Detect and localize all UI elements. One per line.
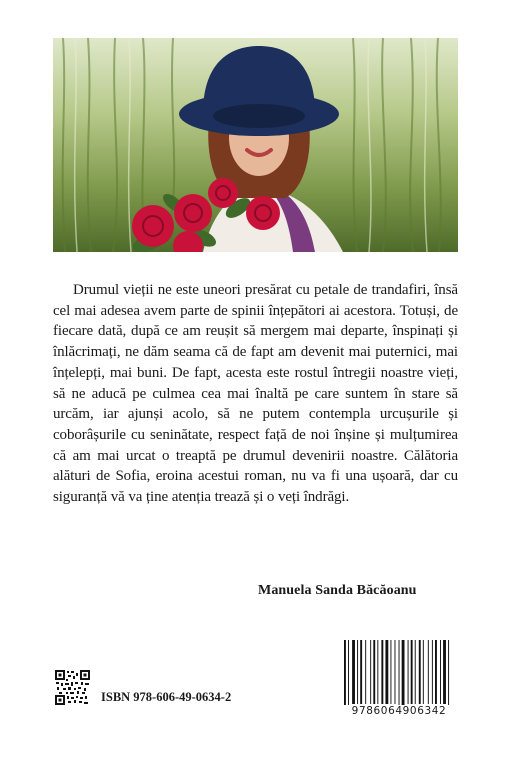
barcode-bar (443, 640, 446, 704)
barcode-bar (423, 640, 424, 704)
barcode-bar (432, 640, 433, 704)
barcode-bar (419, 640, 421, 704)
barcode-bar (365, 640, 366, 704)
author-name: Manuela Sanda Băcăoanu (258, 583, 417, 598)
barcode-bar (370, 640, 371, 704)
barcode-bar (408, 640, 409, 704)
barcode-bar (399, 640, 400, 714)
barcode-bar (440, 640, 441, 704)
barcode-number: 9786064906342 (340, 705, 458, 717)
barcode-bar (390, 640, 391, 704)
barcode-bar (415, 640, 416, 704)
barcode-bar (352, 640, 355, 704)
barcode-bar (360, 640, 362, 704)
author-photo-illustration (53, 38, 458, 252)
back-cover-blurb: Drumul vieții ne este uneori presărat cu petale de trandafiri, însă cel mai adesea avem parte de spinii înțepători ai acestora. Totuși, de fiecare dată, după ce am reușit să mergem mai departe, înspinați și înlăcrimați, ne dăm seama că de fapt am devenit mai puternici, mai înțelepți, mai buni. De fapt, acesta este rostul întregii noastre vieți, să ne aducă pe culmea cea mai înaltă pe care suntem în stare să urcăm, iar ajunși acolo, să ne putem contempla urcușurile și coborâșurile cu seninătate, respect față de noi înșine și mulțumirea că am mai urcat o treaptă pe drumul devenirii noastre. Călătoria alături de Sofia, eroina acestui roman, nu va fi una ușoară, dar cu siguranță vă va ține atenția trează și o veți îndrăgi. (53, 282, 458, 506)
barcode-bar (428, 640, 429, 704)
barcode-bar (344, 640, 346, 714)
barcode-bar (381, 640, 383, 704)
qr-code-icon (55, 670, 90, 705)
barcode-bar (402, 640, 405, 714)
isbn-label: ISBN 978-606-49-0634-2 (101, 690, 232, 704)
barcode-bar (348, 640, 349, 714)
barcode-bar (357, 640, 358, 704)
barcode-bar (435, 640, 437, 704)
barcode-bar (448, 640, 449, 714)
barcode-bar (373, 640, 375, 704)
barcode-bar (377, 640, 378, 704)
barcode-bar (395, 640, 396, 704)
author-photo (53, 38, 458, 252)
barcode-bar (411, 640, 413, 704)
barcode-bar (385, 640, 388, 704)
